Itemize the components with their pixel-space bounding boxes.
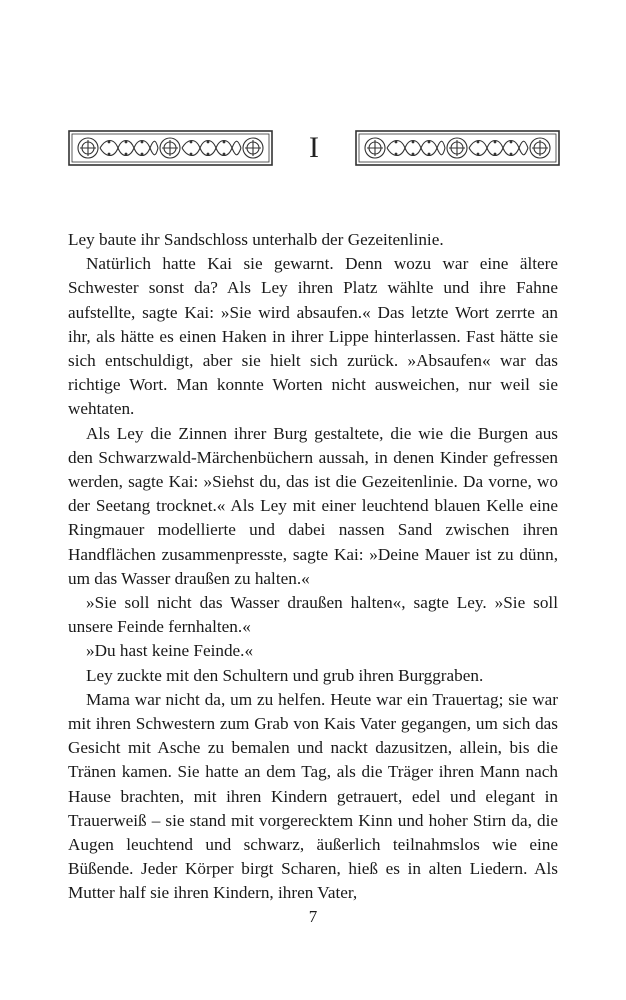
paragraph: Natürlich hatte Kai sie gewarnt. Denn wozu war eine ältere Schwester sonst da? Als Ley ihren Platz wählte und ihre Fahne aufstellte, sagte Kai: »Sie wird absaufen.« Das letzte Wort zerrte an ihr, als hätte es einen Haken in ihrer Lippe hinterlassen. Fast hätte sie sich entschuldigt, aber sie hielt sich zurück. »Absaufen« war das richtige Wort. Man konnte Worten nicht ausweichen, nur weil sie wehtaten. [68,254,558,419]
paragraph: »Du hast keine Feinde.« [86,641,254,661]
page-number: 7 [308,907,318,926]
chapter-number: I [309,131,319,164]
celtic-knot-ornament-right-icon [355,130,560,166]
paragraph: Ley baute ihr Sandschloss unterhalb der Gezeitenlinie. [68,230,444,249]
paragraph: Mama war nicht da, um zu helfen. Heute war ein Trauertag; sie war mit ihren Schwestern zum Grab von Kais Vater gegangen, um sich das Gesicht mit Asche zu bemalen und nackt dazusitzen, allein, bis die Tränen kamen. Sie hatte an dem Tag, als die Träger ihren Mann nach Hause brachten, mit ihren Kindern getrauert, edel und elegant in Trauerweiß – sie stand mit vorgerecktem Kinn und hoher Stirn da, die Augen leuchtend und schwarz, äußerlich teilnahmslos wie eine Büßende. Jeder Körper birgt Scharen, hieß es in alten Liedern. Als Mutter half sie ihren Kindern, ihren Vater, [68,689,558,903]
paragraph: Ley zuckte mit den Schultern und grub ihren Burggraben. [86,665,484,685]
chapter-header [68,128,560,168]
paragraph: Als Ley die Zinnen ihrer Burg gestaltete, die wie die Burgen aus den Schwarzwald-Märchenbüchern aussah, in denen Kinder gefressen werden, sagte Kai: »Siehst du, das ist die Gezeitenlinie. Da vorne, wo der Seetang trocknet.« Als Ley mit einer leuchtend blauen Kelle eine Ringmauer modellierte und dabei nassen Sand zwischen ihren Handflächen zusammenpresste, sagte Kai: »Deine Mauer ist zu dünn, um das Wasser draußen zu halten.« [68,423,558,588]
chapter-body-text [68,228,558,906]
paragraph: »Sie soll nicht das Wasser draußen halten«, sagte Ley. »Sie soll unsere Feinde fernhalten.« [68,593,558,637]
celtic-knot-ornament-left-icon [68,130,273,166]
